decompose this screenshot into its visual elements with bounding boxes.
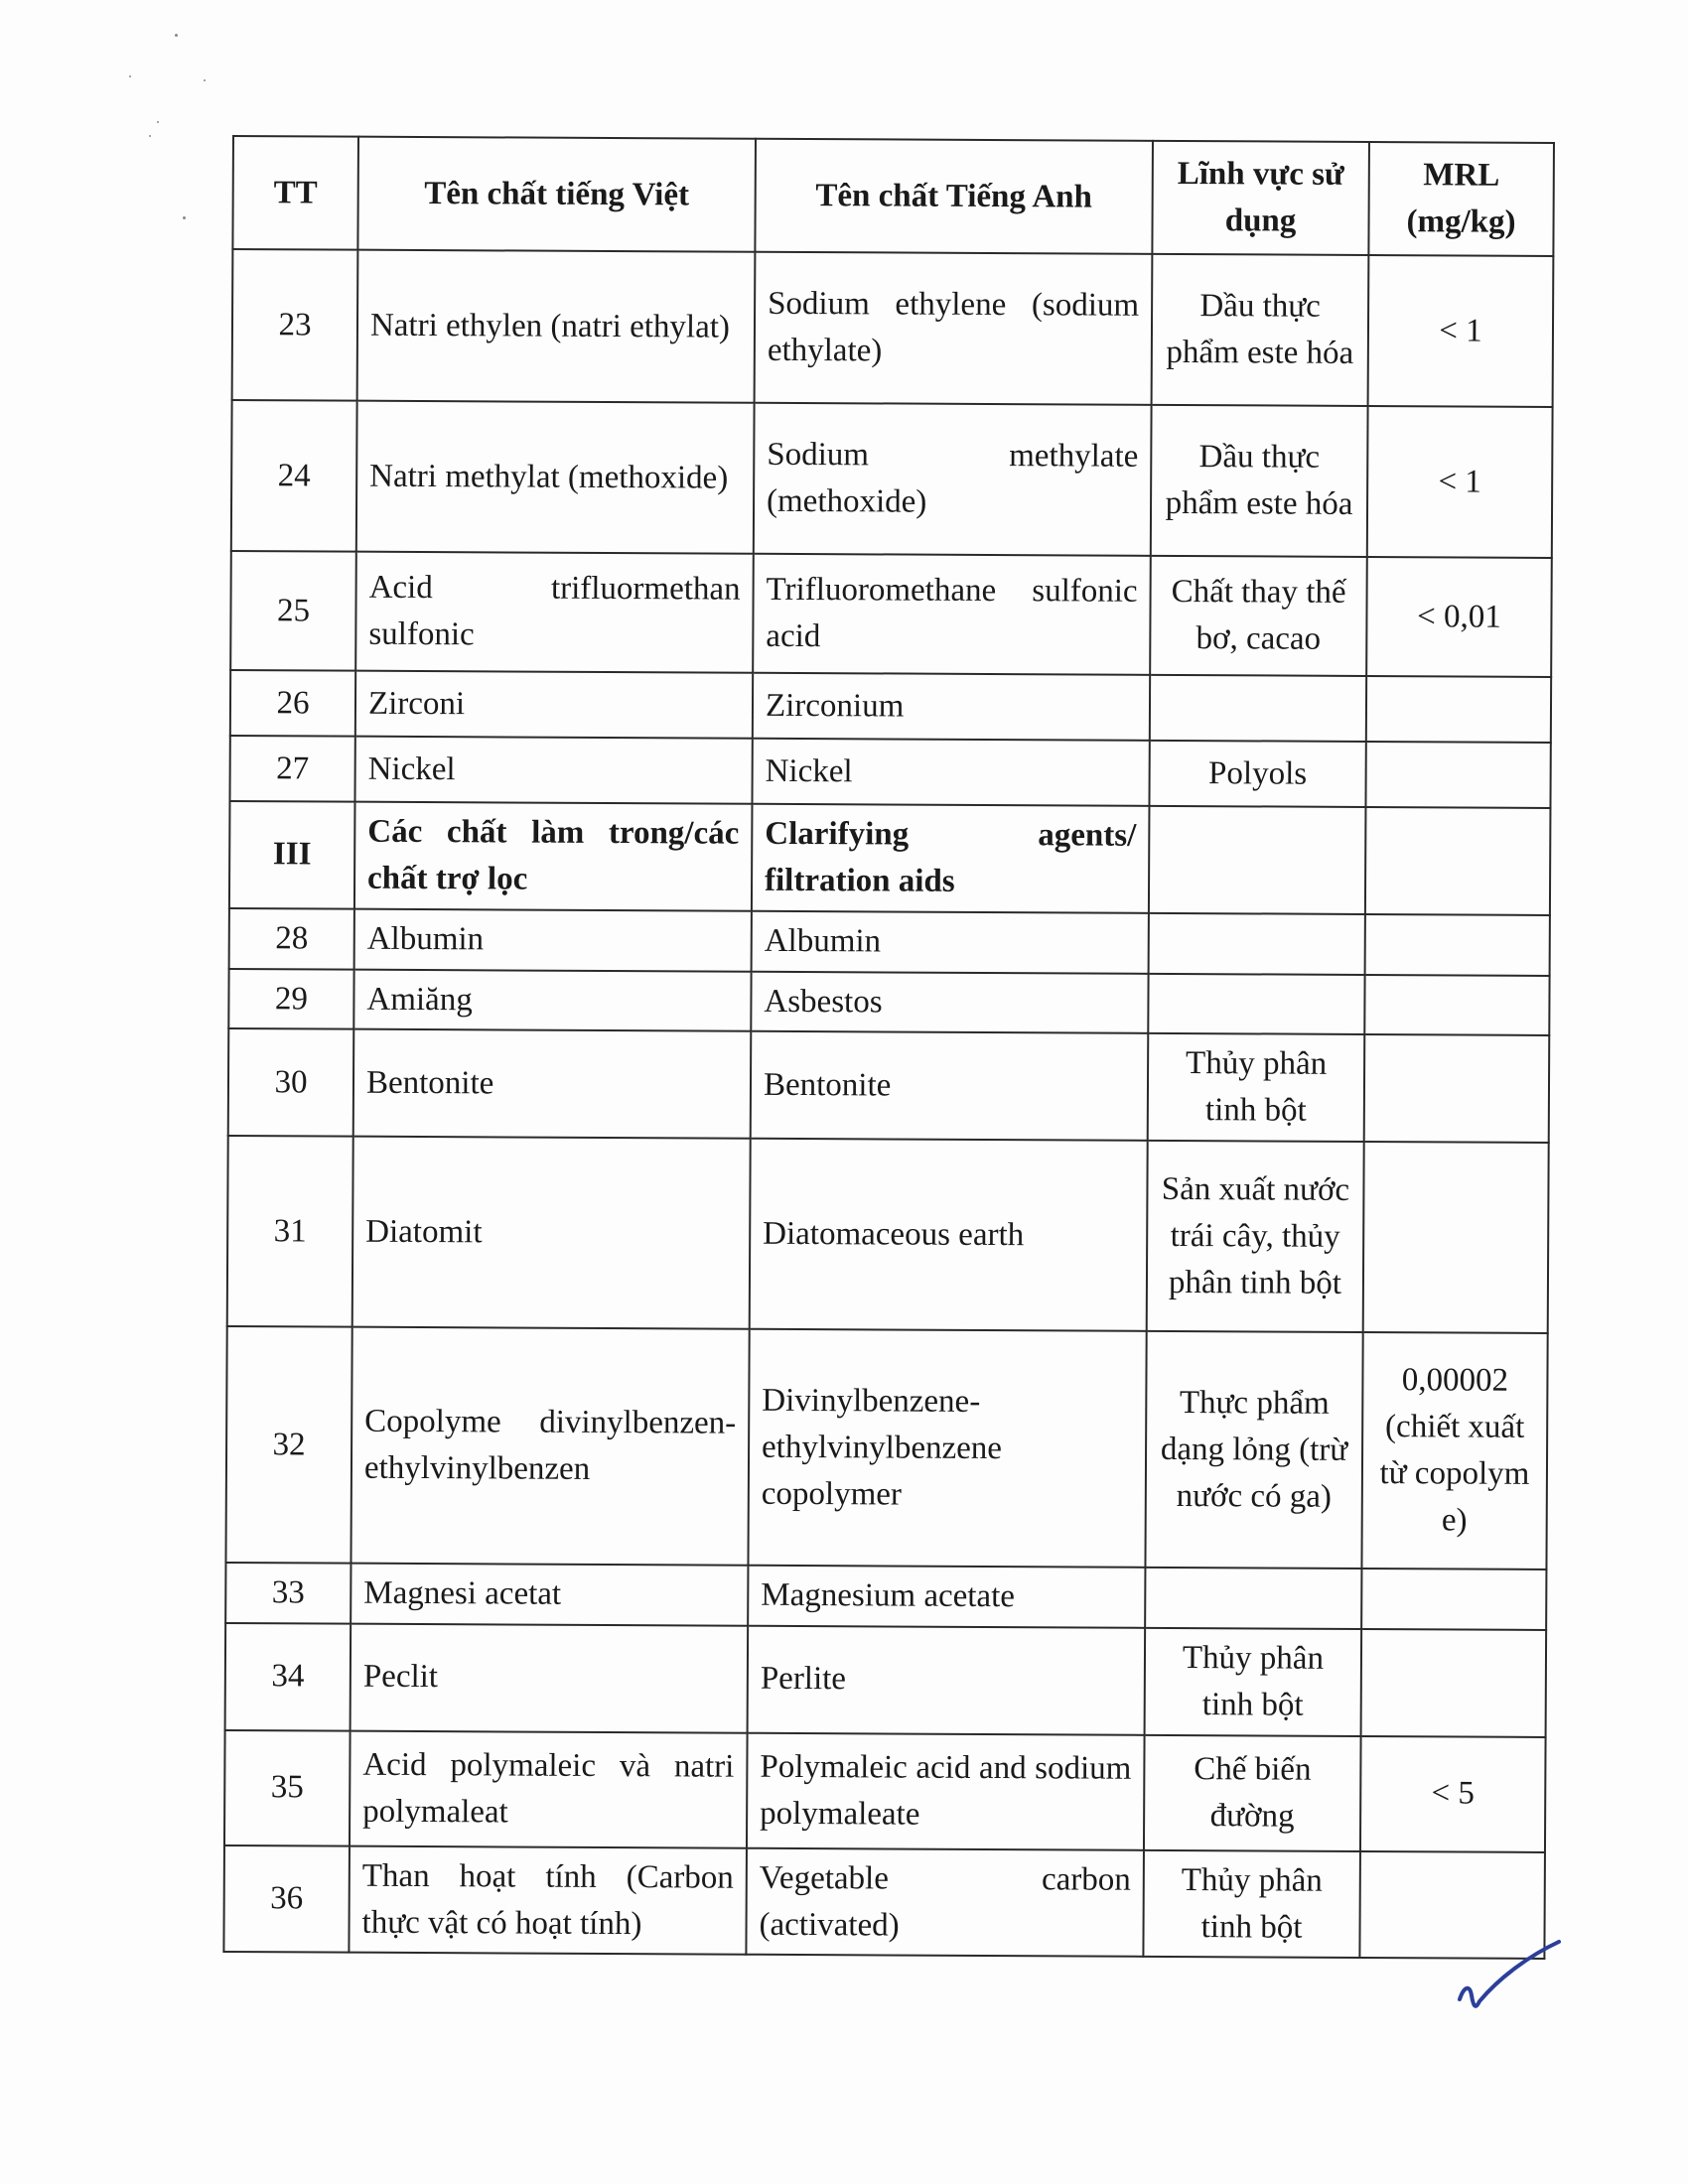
field-of-use-cell: Dầu thực phẩm este hóa: [1151, 405, 1368, 557]
vietnamese-name-cell: Copolyme divinylbenzen-ethylvinylbenzen: [351, 1327, 749, 1566]
vietnamese-name-cell: Các chất làm trong/các chất trợ lọc: [354, 802, 753, 911]
mrl-cell: < 1: [1368, 255, 1554, 407]
mrl-cell: < 1: [1367, 406, 1553, 558]
field-of-use-cell: Dầu thực phẩm este hóa: [1152, 254, 1369, 406]
row-number: 36: [223, 1845, 350, 1953]
table-row: [224, 1730, 1546, 1852]
table-row: [228, 1028, 1550, 1143]
mrl-cell: [1365, 914, 1550, 976]
mrl-cell: [1365, 807, 1551, 915]
table-row: [229, 801, 1551, 915]
table-row: [228, 969, 1549, 1036]
row-number: 28: [229, 908, 354, 970]
table-row: [225, 1326, 1547, 1570]
substance-table: [222, 135, 1555, 1960]
table-row: [223, 1845, 1545, 1960]
english-name-cell: Trifluoromethane sulfonic acid: [753, 554, 1151, 675]
field-of-use-cell: Polyols: [1149, 741, 1365, 807]
field-of-use-cell: [1145, 1568, 1361, 1629]
field-of-use-cell: Sản xuất nước trái cây, thủy phân tinh bột: [1147, 1141, 1364, 1332]
mrl-cell: [1364, 1034, 1550, 1143]
field-of-use-cell: [1149, 806, 1366, 914]
english-name-cell: Divinylbenzene-ethylvinylbenzene copolymer: [748, 1329, 1146, 1568]
scan-speck: [149, 135, 151, 137]
vietnamese-name-cell: Natri ethylen (natri ethylat): [357, 250, 756, 403]
row-number: 33: [225, 1563, 351, 1624]
field-of-use-cell: [1148, 973, 1364, 1034]
table-row: [227, 1136, 1549, 1333]
header-vietnamese-name: Tên chất tiếng Việt: [357, 137, 756, 252]
field-of-use-cell: Chế biến đường: [1144, 1735, 1361, 1851]
table-body: [223, 249, 1553, 1959]
vietnamese-name-cell: Nickel: [354, 737, 752, 804]
english-name-cell: Zirconium: [753, 673, 1150, 741]
row-number: 29: [228, 969, 353, 1030]
row-number: 27: [229, 736, 354, 802]
header-english-name: Tên chất Tiếng Anh: [755, 139, 1153, 254]
row-number: 25: [230, 551, 356, 671]
english-name-cell: Sodium methylate (methoxide): [754, 403, 1152, 556]
row-number: 34: [225, 1623, 352, 1730]
table-row: [230, 551, 1552, 677]
vietnamese-name-cell: Natri methylat (methoxide): [356, 401, 755, 554]
table-row: [229, 908, 1550, 976]
row-number: 32: [225, 1326, 352, 1564]
field-of-use-cell: Thủy phân tinh bột: [1148, 1033, 1365, 1142]
scan-speck: [183, 216, 186, 219]
mrl-cell: [1363, 1142, 1549, 1333]
scan-speck: [129, 75, 131, 77]
table-row: [225, 1563, 1546, 1630]
mrl-cell: [1361, 1629, 1547, 1737]
english-name-cell: Sodium ethylene (sodium ethylate): [755, 252, 1153, 405]
row-number: 26: [230, 670, 355, 737]
scan-speck: [175, 34, 178, 37]
field-of-use-cell: Thủy phân tinh bột: [1145, 1628, 1362, 1736]
field-of-use-cell: [1149, 913, 1365, 975]
english-name-cell: Perlite: [748, 1626, 1146, 1735]
vietnamese-name-cell: Than hoạt tính (Carbon thực vật có hoạt tính): [349, 1845, 747, 1955]
scan-speck: [157, 121, 159, 123]
english-name-cell: Nickel: [752, 739, 1149, 806]
mrl-cell: [1364, 975, 1549, 1036]
vietnamese-name-cell: Acid trifluormethan sulfonic: [355, 552, 754, 673]
mrl-cell: 0,00002 (chiết xuất từ copolym e): [1361, 1332, 1547, 1570]
row-number: 30: [228, 1028, 354, 1136]
english-name-cell: Diatomaceous earth: [750, 1139, 1148, 1331]
mrl-cell: [1361, 1569, 1546, 1630]
english-name-cell: Vegetable carbon (activated): [746, 1847, 1144, 1957]
vietnamese-name-cell: Peclit: [351, 1624, 749, 1733]
table-row: [231, 400, 1553, 558]
mrl-cell: [1365, 742, 1550, 808]
english-name-cell: Polymaleic acid and sodium polymaleate: [747, 1732, 1145, 1849]
field-of-use-cell: Chất thay thế bơ, cacao: [1150, 556, 1367, 676]
vietnamese-name-cell: Bentonite: [353, 1029, 752, 1139]
vietnamese-name-cell: Albumin: [354, 908, 752, 971]
vietnamese-name-cell: Magnesi acetat: [351, 1564, 748, 1626]
field-of-use-cell: [1150, 675, 1366, 742]
field-of-use-cell: Thủy phân tinh bột: [1143, 1850, 1360, 1959]
header-tt: TT: [232, 136, 358, 250]
table-header-row: [232, 136, 1554, 256]
field-of-use-cell: Thực phẩm dạng lỏng (trừ nước có ga): [1145, 1331, 1362, 1569]
table-row: [232, 249, 1554, 407]
table-row: [230, 670, 1551, 743]
english-name-cell: Bentonite: [751, 1031, 1149, 1141]
mrl-cell: [1366, 676, 1551, 743]
english-name-cell: Albumin: [752, 910, 1149, 973]
header-field-of-use: Lĩnh vực sử dụng: [1152, 141, 1369, 255]
mrl-cell: < 0,01: [1366, 557, 1552, 677]
english-name-cell: Clarifying agents/ filtration aids: [752, 804, 1150, 913]
scan-speck: [204, 79, 206, 81]
english-name-cell: Magnesium acetate: [748, 1566, 1145, 1628]
vietnamese-name-cell: Zirconi: [355, 671, 753, 739]
vietnamese-name-cell: Acid polymaleic và natri polymaleat: [350, 1730, 748, 1847]
table-row: [229, 736, 1550, 808]
table-row: [225, 1623, 1547, 1737]
row-number: 23: [232, 249, 358, 401]
handwritten-check-mark: [1450, 1938, 1569, 2017]
vietnamese-name-cell: Amiăng: [353, 969, 751, 1031]
header-mrl: MRL (mg/kg): [1368, 142, 1554, 256]
english-name-cell: Asbestos: [751, 971, 1148, 1033]
row-number: III: [229, 801, 355, 908]
mrl-cell: < 5: [1360, 1736, 1546, 1852]
row-number: 35: [224, 1730, 351, 1846]
row-number: 24: [231, 400, 357, 552]
row-number: 31: [227, 1136, 353, 1327]
vietnamese-name-cell: Diatomit: [352, 1137, 751, 1329]
